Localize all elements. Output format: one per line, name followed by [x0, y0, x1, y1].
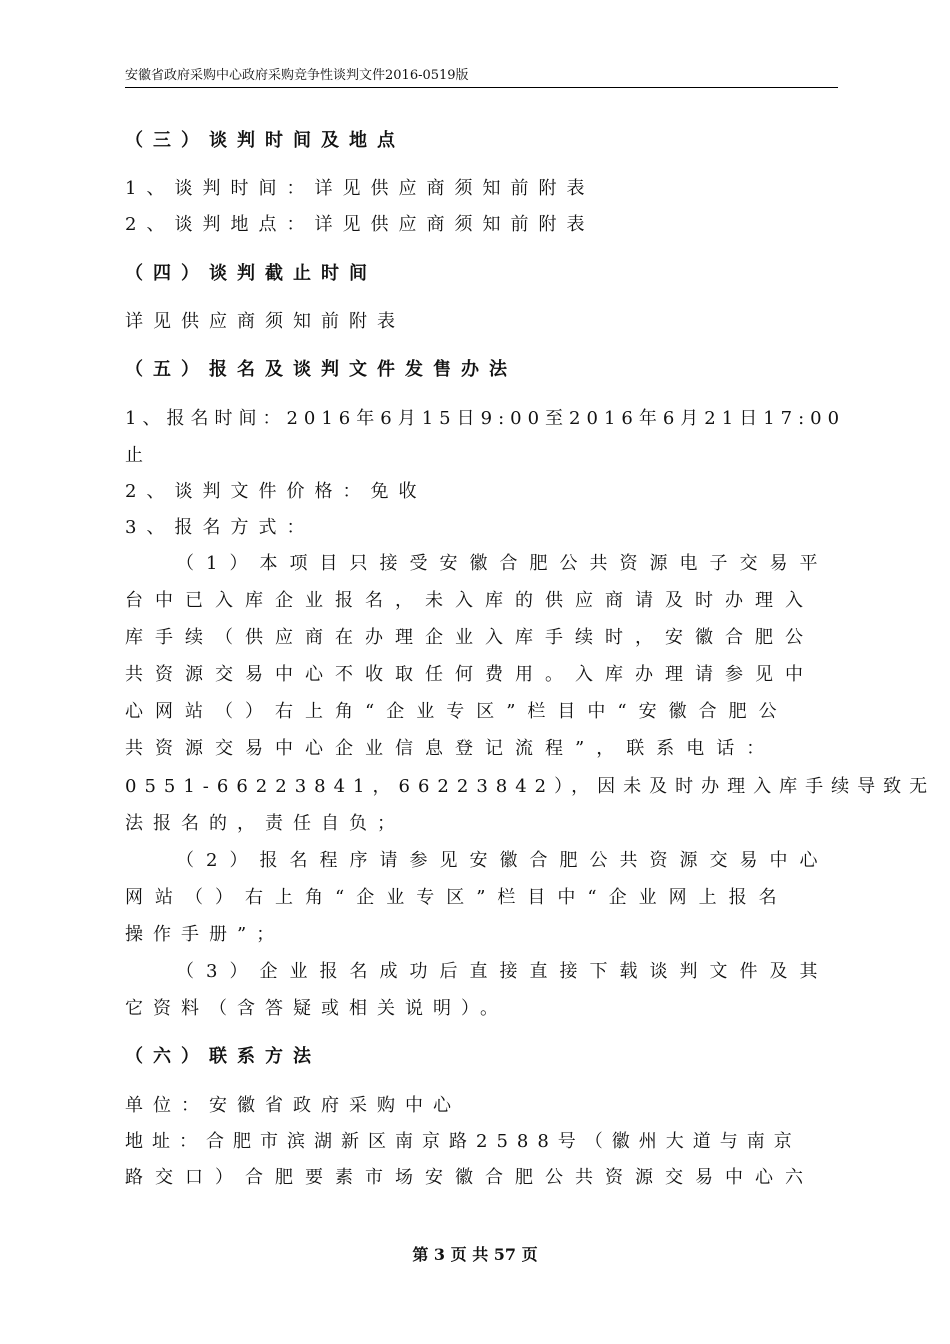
text-line: 地址：合肥市滨湖新区南京路2588号（徽州大道与南京 [125, 1131, 801, 1152]
text-line: 3、报名方式： [125, 517, 315, 538]
text-line: 操作手册”； [125, 924, 285, 945]
text-line: 2、谈判地点：详见供应商须知前附表 [125, 214, 595, 235]
text-line: 路交口）合肥要素市场安徽合肥公共资源交易中心六 [125, 1167, 815, 1188]
page-number: 第 3 页 共 57 页 [412, 1245, 538, 1264]
text-line: 法报名的，责任自负； [125, 813, 405, 834]
text-line: 共资源交易中心企业信息登记流程”，联系电话： [125, 738, 777, 759]
text-line: （3）企业报名成功后直接直接下载谈判文件及其 [176, 961, 830, 982]
text-line: （1）本项目只接受安徽合肥公共资源电子交易平 [176, 553, 830, 574]
text-line: 1、谈判时间：详见供应商须知前附表 [125, 178, 595, 199]
text-line: 单位：安徽省政府采购中心 [125, 1095, 461, 1116]
text-line: 库手续（供应商在办理企业入库手续时，安徽合肥公 [125, 627, 815, 648]
text-line: 详见供应商须知前附表 [125, 311, 405, 332]
text-line: 台中已入库企业报名，未入库的供应商请及时办理入 [125, 590, 815, 611]
text-line: 它资料（含答疑或相关说明）。 [125, 998, 508, 1019]
section-heading-6: （六）联系方法 [125, 1046, 321, 1067]
text-line: 止 [125, 445, 153, 466]
document-header: 安徽省政府采购中心政府采购竞争性谈判文件2016-0519版 [125, 64, 838, 88]
text-line: 心网站（）右上角“企业专区”栏目中“安徽合肥公 [125, 701, 789, 722]
section-heading-3: （三）谈判时间及地点 [125, 130, 405, 151]
text-line: 共资源交易中心不收取任何费用。入库办理请参见中 [125, 664, 815, 685]
text-line: 1、报名时间：2016年6月15日9:00至2016年6月21日17:00 [125, 408, 846, 429]
text-line: 0551-66223841，66223842），因未及时办理入库手续导致无 [125, 776, 936, 797]
text-line: 2、谈判文件价格：免收 [125, 481, 427, 502]
section-heading-4: （四）谈判截止时间 [125, 263, 377, 284]
text-line: 网站（）右上角“企业专区”栏目中“企业网上报名 [125, 887, 789, 908]
text-line: （2）报名程序请参见安徽合肥公共资源交易中心 [176, 850, 830, 871]
section-heading-5: （五）报名及谈判文件发售办法 [125, 359, 517, 380]
